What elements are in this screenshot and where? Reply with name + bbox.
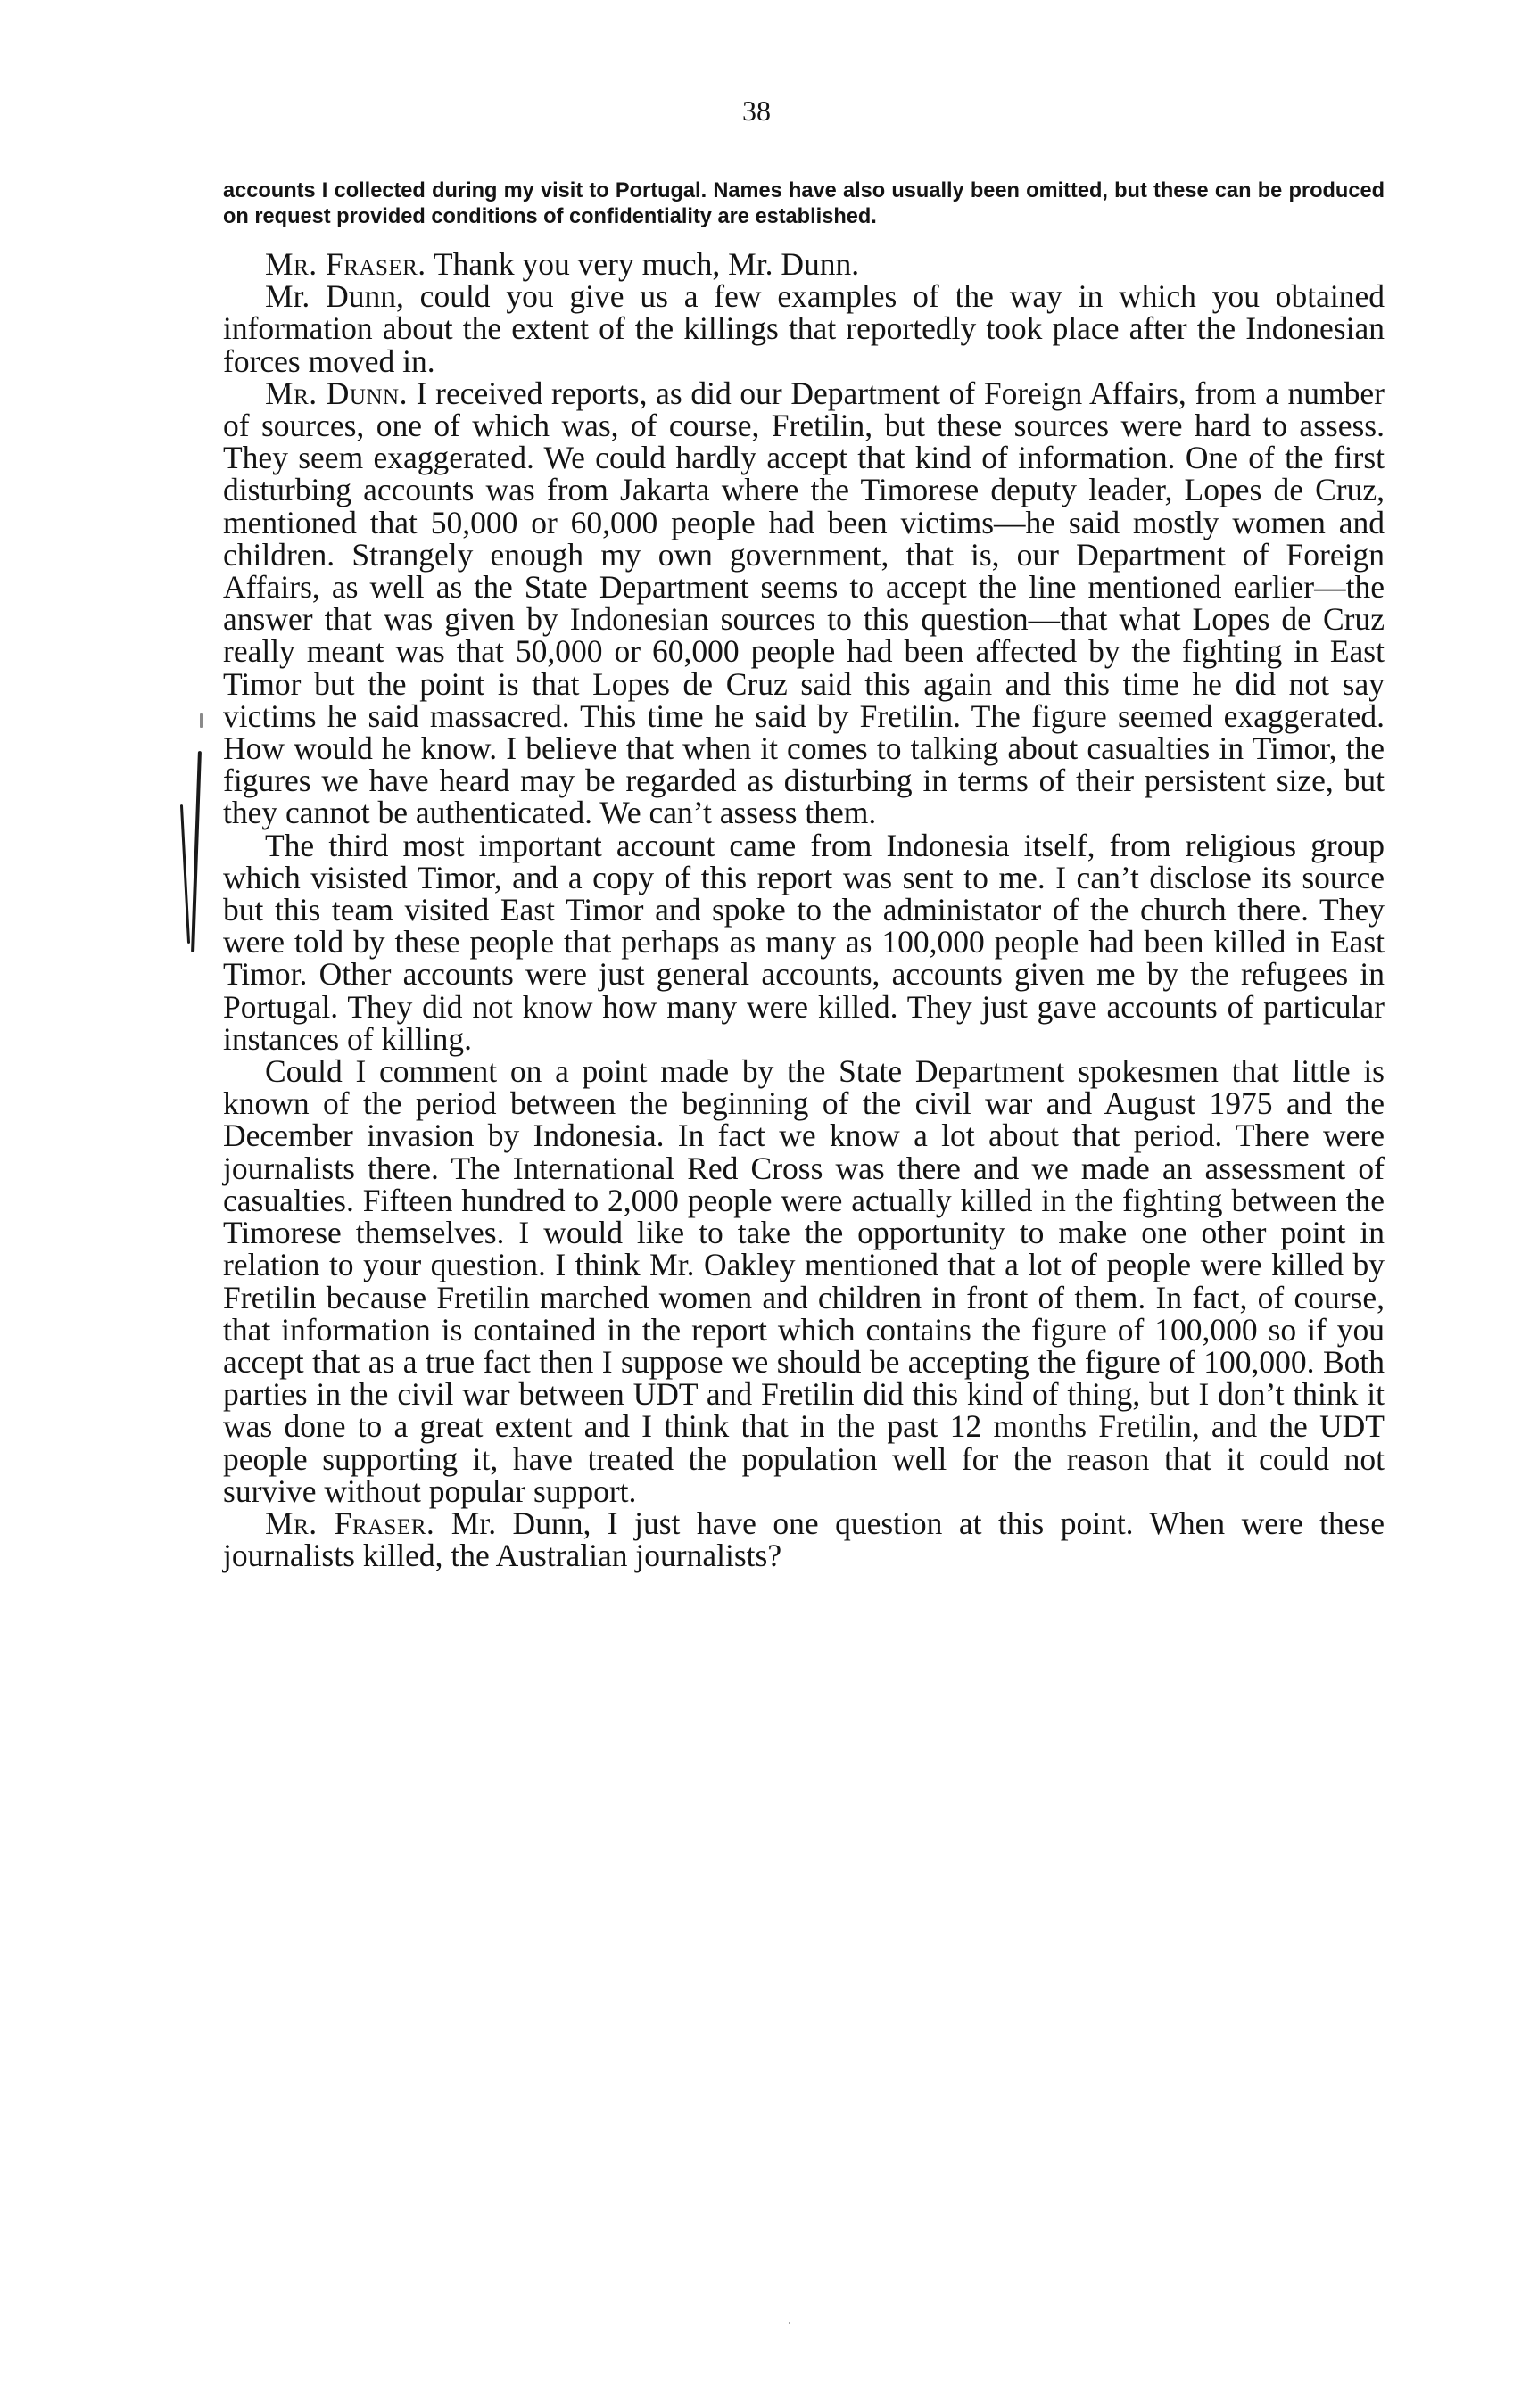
scan-speck <box>789 2322 790 2324</box>
speaker-name: Mr. Dunn. <box>265 375 408 411</box>
speaker-name: Mr. Fraser. <box>265 246 426 282</box>
text-column <box>223 178 1385 1574</box>
paragraph-text: Thank you very much, Mr. Dunn. <box>433 246 860 282</box>
paragraph-fraser-journalists <box>223 1505 1385 1574</box>
paragraph-text: Mr. Dunn, could you give us a few examples of the way in which you obtained information about the extent of the killings that reportedly took place after the Indonesian forces moved in. <box>223 278 1385 379</box>
page-number: 38 <box>742 95 771 127</box>
margin-mark-line <box>191 751 202 952</box>
paragraph-text: Mr. Dunn, I just have one question at this point. When were these journalists killed, the Australian journalists? <box>223 1505 1385 1574</box>
paragraph-text: Could I comment on a point made by the State Department spokesmen that little is known of the period between the beginning of the civil war and August 1975 and the December invasion by Indonesia. In fact we know a lot about that period. There were journalists there. The International Red Cross was there and we made an assessment of casualties. Fifteen hundred to 2,000 people were actually killed in the fighting between the Timorese themselves. I would like to take the opportunity to make one other point in relation to your question. I think Mr. Oakley mentioned that a lot of people were killed by Fretilin because Fretilin marched women and children in front of them. In fact, of course, that information is contained in the report which contains the figure of 100,000 so if you accept that as a true fact then I suppose we should be accepting the figure of 100,000. Both parties in the civil war between UDT and Fretilin did this kind of thing, but I don’t think it was done to a great extent and I think that in the past 12 months Fretilin, and the UDT people supporting it, have treated the population well for the reason that it could not survive without popular support. <box>223 1053 1385 1509</box>
margin-mark-line <box>180 804 190 944</box>
paragraph-fraser-thanks <box>223 248 1385 280</box>
footnote-continuation: accounts I collected during my visit to Portugal. Names have also usually been omitted, but these can be produced on request provided conditions of confidentiality are established. <box>223 179 1385 228</box>
paragraph-text: I received reports, as did our Department of Foreign Affairs, from a number of sources, one of which was, of course, Fretilin, but these sources were hard to assess. They seem exaggerated. We could hardly accept that kind of information. One of the first disturbing accounts was from Jakarta where the Timorese deputy leader, Lopes de Cruz, mentioned that 50,000 or 60,000 people had been victims—he said mostly women and children. Strangely enough my own government, that is, our Department of Foreign Affairs, as well as the State Department seems to accept the line mentioned earlier—the answer that was given by Indonesian sources to this question—that what Lopes de Cruz really meant was that 50,000 or 60,000 people had been affected by the fighting in East Timor but the point is that Lopes de Cruz said this again and this time he did not say victims he said massacred. This time he said by Fretilin. The figure seemed exaggerated. How would he know. I believe that when it comes to talking about casualties in Timor, the figures we have heard may be regarded as disturbing in terms of their persistent size, but they cannot be authenticated. We can’t assess them. <box>223 375 1385 831</box>
scan-speck <box>200 713 203 728</box>
speaker-name: Mr. Fraser. <box>265 1505 435 1541</box>
paragraph-text: The third most important account came from Indonesia itself, from religious group which visisted Timor, and a copy of this report was sent to me. I can’t disclose its source but this team visited East Timor and spoke to the administator of the church there. They were told by these people that perhaps as many as 100,000 people had been killed in East Timor. Other accounts were just general accounts, accounts given me by the refugees in Portugal. They did not know how many were killed. They just gave accounts of particular instances of killing. <box>223 827 1385 1057</box>
paragraph-fraser-question <box>223 280 1385 377</box>
paragraph-dunn-reports <box>223 377 1385 829</box>
paragraph-comment <box>223 1055 1385 1507</box>
paragraph-third-account <box>223 829 1385 1055</box>
